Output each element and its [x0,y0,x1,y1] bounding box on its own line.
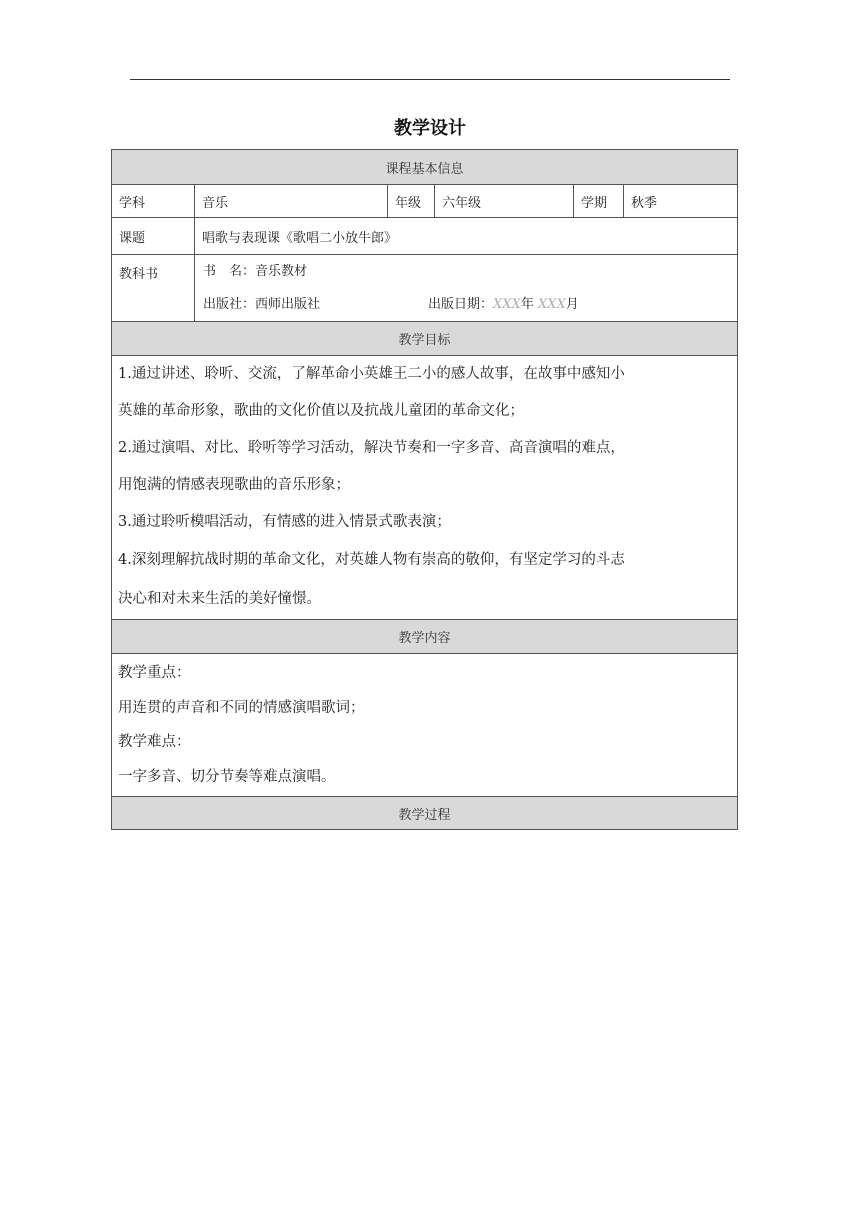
objective-line: 1.通过讲述、聆听、交流，了解革命小英雄王二小的感人故事，在故事中感知小 [118,366,625,382]
objective-line: 2.通过演唱、对比、聆听等学习活动，解决节奏和一字多音、高音演唱的难点， [118,440,625,456]
textbook-label: 教科书 [112,255,195,322]
section-header-content: 教学内容 [112,620,738,654]
section-header-objectives: 教学目标 [112,322,738,356]
book-name-label: 书 名： [203,264,256,279]
month-char: 月 [565,297,579,312]
pub-year-placeholder: XXX [493,297,521,312]
content-line: 教学难点： [118,734,191,750]
term-value: 秋季 [624,185,738,218]
objective-line: 4.深刻理解抗战时期的革命文化，对英雄人物有崇高的敬仰，有坚定学习的斗志 [118,552,625,568]
topic-label: 课题 [112,218,195,255]
term-label: 学期 [574,185,624,218]
objective-line: 英雄的革命形象，歌曲的文化价值以及抗战儿童团的革命文化； [118,403,524,419]
objective-line: 决心和对未来生活的美好憧憬。 [118,591,321,607]
content-line: 用连贯的声音和不同的情感演唱歌词； [118,699,365,716]
grade-label: 年级 [388,185,435,218]
book-name-value: 音乐教材 [255,264,308,279]
objective-line: 3.通过聆听模唱活动，有情感的进入情景式歌表演； [118,514,451,530]
subject-label: 学科 [112,185,195,218]
publisher-value: 西师出版社 [255,297,321,312]
year-char: 年 [520,297,534,312]
publisher-label: 出版社： [203,297,256,312]
objectives-body [112,356,738,620]
textbook-details [195,255,738,322]
section-header-process: 教学过程 [112,797,738,830]
lesson-plan-table [111,149,738,830]
topic-value: 唱歌与表现课《歌唱二小放牛郎》 [195,218,738,255]
objective-line: 用饱满的情感表现歌曲的音乐形象； [118,477,350,493]
publisher-line [203,288,729,321]
book-name-line [203,255,729,288]
content-line: 一字多音、切分节奏等难点演唱。 [118,768,336,785]
grade-value: 六年级 [435,185,574,218]
content-body [112,654,738,797]
document-title: 教学设计 [394,118,466,139]
header-rule [130,79,730,80]
content-line: 教学重点： [118,665,191,681]
section-header-basic-info: 课程基本信息 [112,150,738,185]
pub-date-label: 出版日期： [428,297,494,312]
subject-value: 音乐 [195,185,388,218]
pub-month-placeholder: XXX [537,297,566,312]
